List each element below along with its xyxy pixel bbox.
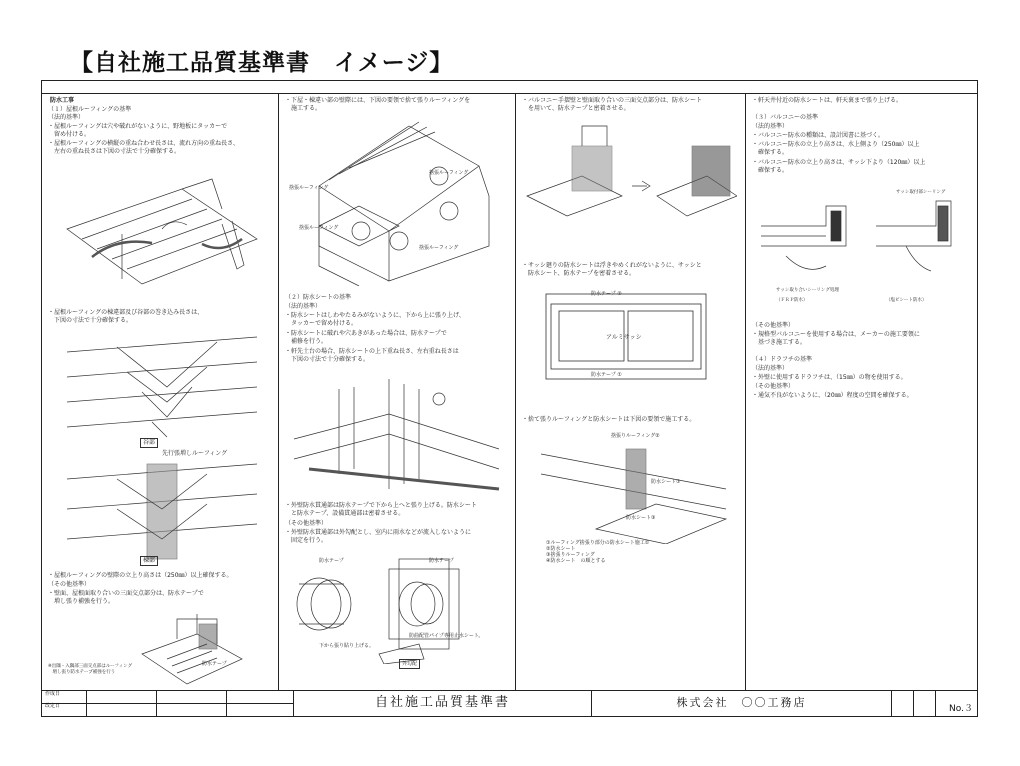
date-value-cell bbox=[157, 691, 227, 716]
page-title: 【自社施工品質基準書 イメージ】 bbox=[70, 50, 454, 76]
figure-label: 先行張増しルーフィング bbox=[162, 450, 228, 457]
figure-label: サッシ取り合いシーリング処理 bbox=[776, 288, 839, 293]
figure-label: 防水テープ bbox=[429, 558, 454, 564]
bullet-text: ・バルコニー防水の立上り高さは、サッシ下より（120㎜）以上 確保する。 bbox=[752, 159, 926, 175]
figure-label: 外勾配 bbox=[399, 659, 420, 669]
subsection-sub: （法的基準） bbox=[752, 365, 789, 372]
created-date-label: 作成日 bbox=[42, 691, 86, 704]
figure-note: ※出隅・入隅部三面交点部はルーフィング 増し張り防水テープ補強を行う bbox=[48, 664, 133, 675]
subsection-title: （３）バルコニーの基準 bbox=[752, 114, 819, 121]
figure-label: 防水テープ bbox=[319, 558, 344, 564]
figure-label: 捨張ルーフィング bbox=[429, 170, 469, 176]
balcony-junction-figure bbox=[522, 116, 737, 246]
balcony-section-figure bbox=[756, 186, 971, 286]
figure-label: 捨張りルーフィング② bbox=[611, 433, 660, 439]
valley-figure bbox=[57, 332, 267, 442]
bullet-text: ・バルコニー防水の種類は、設計図書に基づく。 bbox=[752, 132, 884, 139]
bullet-text: ・外壁防水貫通部は外勾配とし、室内に雨水などが流入しないように 固定を行う。 bbox=[285, 529, 472, 545]
figure-label: 捨張ルーフィング bbox=[299, 225, 339, 231]
column-roofing bbox=[42, 94, 278, 691]
figure-label: 防水テープ ① bbox=[591, 372, 622, 378]
page-number: No.３ bbox=[949, 704, 973, 714]
figure-label: 防水テープ bbox=[202, 661, 227, 667]
page-number-cell bbox=[936, 691, 977, 716]
bullet-text: ・規格型バルコニーを使用する場合は、メーカーの施工要領に 基づき施工する。 bbox=[752, 331, 920, 347]
bullet-text: ・通気不良がないように、（20㎜）程度の空間を確保する。 bbox=[752, 392, 913, 399]
other-standards: （その他基準） bbox=[48, 581, 91, 588]
figure-label: 捨張ルーフィング bbox=[419, 245, 459, 251]
ridge-figure bbox=[57, 454, 267, 564]
sheet-overlap-figure bbox=[536, 434, 731, 544]
subsection-title: （４）ドラフチの基準 bbox=[752, 356, 813, 363]
bullet-text: ・軒先土台の場合、防水シートの上下重ね長さ、左右重ね長さは 下図の寸法で十分確保する。 bbox=[285, 348, 459, 364]
figure-caption: 棟部 bbox=[140, 556, 158, 566]
bullet-text: ・屋根ルーフィングの棟違部及び谷部の巻き込み長さは、 下図の寸法で十分確保する。 bbox=[48, 309, 204, 325]
date-value-cell bbox=[227, 691, 294, 716]
date-labels bbox=[42, 691, 87, 716]
revised-date-label: 改定日 bbox=[45, 703, 61, 709]
other-standards: （その他基準） bbox=[752, 383, 795, 390]
figure-caption: （ＦＲＰ防水） bbox=[776, 298, 808, 303]
blank-cell bbox=[892, 691, 914, 716]
subsection-sub: （法的基準） bbox=[752, 123, 789, 130]
wall-junction-figure bbox=[137, 614, 247, 689]
figure-caption: （塩ビシート防水） bbox=[886, 298, 927, 303]
figure-label: サッシ取付部シーリング bbox=[896, 190, 946, 195]
figure-label: 下から張り貼り上げる。 bbox=[319, 643, 375, 649]
figure-label: 捨張ルーフィング bbox=[289, 185, 329, 191]
bullet-text: ・壁面、屋根面取り合いの三面交点部分は、防水テープで 増し張り補強を行う。 bbox=[48, 590, 204, 606]
bullet-text: ・バルコニー手摺壁と壁面取り合いの三面交点部分は、防水シート を用いて、防水テープと密着させる。 bbox=[522, 97, 703, 113]
title-block bbox=[42, 690, 977, 716]
sheet-top-band bbox=[42, 81, 977, 94]
roofing-overlap-figure bbox=[62, 169, 262, 299]
figure-caption: 谷部 bbox=[140, 438, 158, 448]
other-standards: （その他基準） bbox=[752, 322, 795, 329]
date-value-cell bbox=[87, 691, 157, 716]
column-balcony-sash bbox=[515, 94, 745, 691]
bullet-text: ・バルコニー防水の立上り高さは、水上側より（250㎜）以上 確保する。 bbox=[752, 141, 920, 157]
bullet-text: ・屋根ルーフィングの壁際の立上り高さは（250㎜）以上確保する。 bbox=[48, 572, 233, 579]
section-heading: 防水工事 bbox=[50, 97, 75, 104]
bullet-text: ・防水シートに破れや穴あきがあった場合は、防水テープで 補修を行う。 bbox=[285, 330, 447, 346]
wall-sheet-figure bbox=[289, 369, 504, 499]
figure-label: 防水シート① bbox=[651, 479, 681, 485]
subsection-title: （１）屋根ルーフィングの基準 bbox=[48, 106, 132, 113]
bullet-text: ・軒天井付近の防水シートは、軒天裏まで張り上げる。 bbox=[752, 97, 903, 104]
standards-sheet bbox=[41, 80, 978, 717]
bullet-text: ・防水シートはしわやたるみがないように、下から上に張り上げ、 タッカーで留め付ける。 bbox=[285, 312, 465, 328]
procedure-steps: ①ルーフィング捨張り部分の防水シート施工① ②防水シート ③捨張りルーフィング ④防水シート の順とする bbox=[546, 540, 650, 564]
house-roof-figure bbox=[299, 116, 499, 286]
subsection-title: （２）防水シートの基準 bbox=[285, 294, 352, 301]
other-standards: （その他基準） bbox=[285, 520, 328, 527]
bullet-text: ・下屋・棟違い部の壁際には、下図の要領で捨て張りルーフィングを 施工する。 bbox=[285, 97, 471, 113]
blank-cell bbox=[914, 691, 936, 716]
subsection-sub: （法的基準） bbox=[48, 114, 85, 121]
subsection-sub: （法的基準） bbox=[285, 303, 322, 310]
figure-label: 防水テープ ② bbox=[591, 291, 622, 297]
document-title: 自社施工品質基準書 bbox=[294, 691, 592, 716]
bullet-text: ・外壁に使用するドラフチは、（15㎜）の物を使用する。 bbox=[752, 374, 907, 381]
column-wall-sheet bbox=[278, 94, 515, 691]
column-balcony-standards bbox=[745, 94, 977, 691]
bullet-text: ・捨て張りルーフィングと防水シートは下図の要領で施工する。 bbox=[522, 416, 696, 423]
figure-label: 防曲配管パイプ専用止水シート。 bbox=[409, 633, 484, 639]
bullet-text: ・屋根ルーフィングの横縦の重ね合わせ長さは、流れ方向の重ね長さ、 左右の重ね長さは下図の寸法で十分確保する。 bbox=[48, 140, 239, 156]
figure-label: 防水シート③ bbox=[626, 515, 656, 521]
bullet-text: ・サッシ廻りの防水シートは浮きやめくれがないように、サッシと 防水シート、防水テープを密着させる。 bbox=[522, 262, 702, 278]
bullet-text: ・屋根ルーフィングは穴や破れがないように、野地板にタッカーで 留め付ける。 bbox=[48, 123, 228, 139]
bullet-text: ・外壁防水貫通部は防水テープで下から上へと張り上げる。防水シート と防水テープ、設備貫通部は密着させる。 bbox=[285, 502, 477, 518]
figure-label: アルミサッシ bbox=[606, 334, 642, 341]
company-name: 株式会社 〇〇工務店 bbox=[592, 691, 892, 716]
